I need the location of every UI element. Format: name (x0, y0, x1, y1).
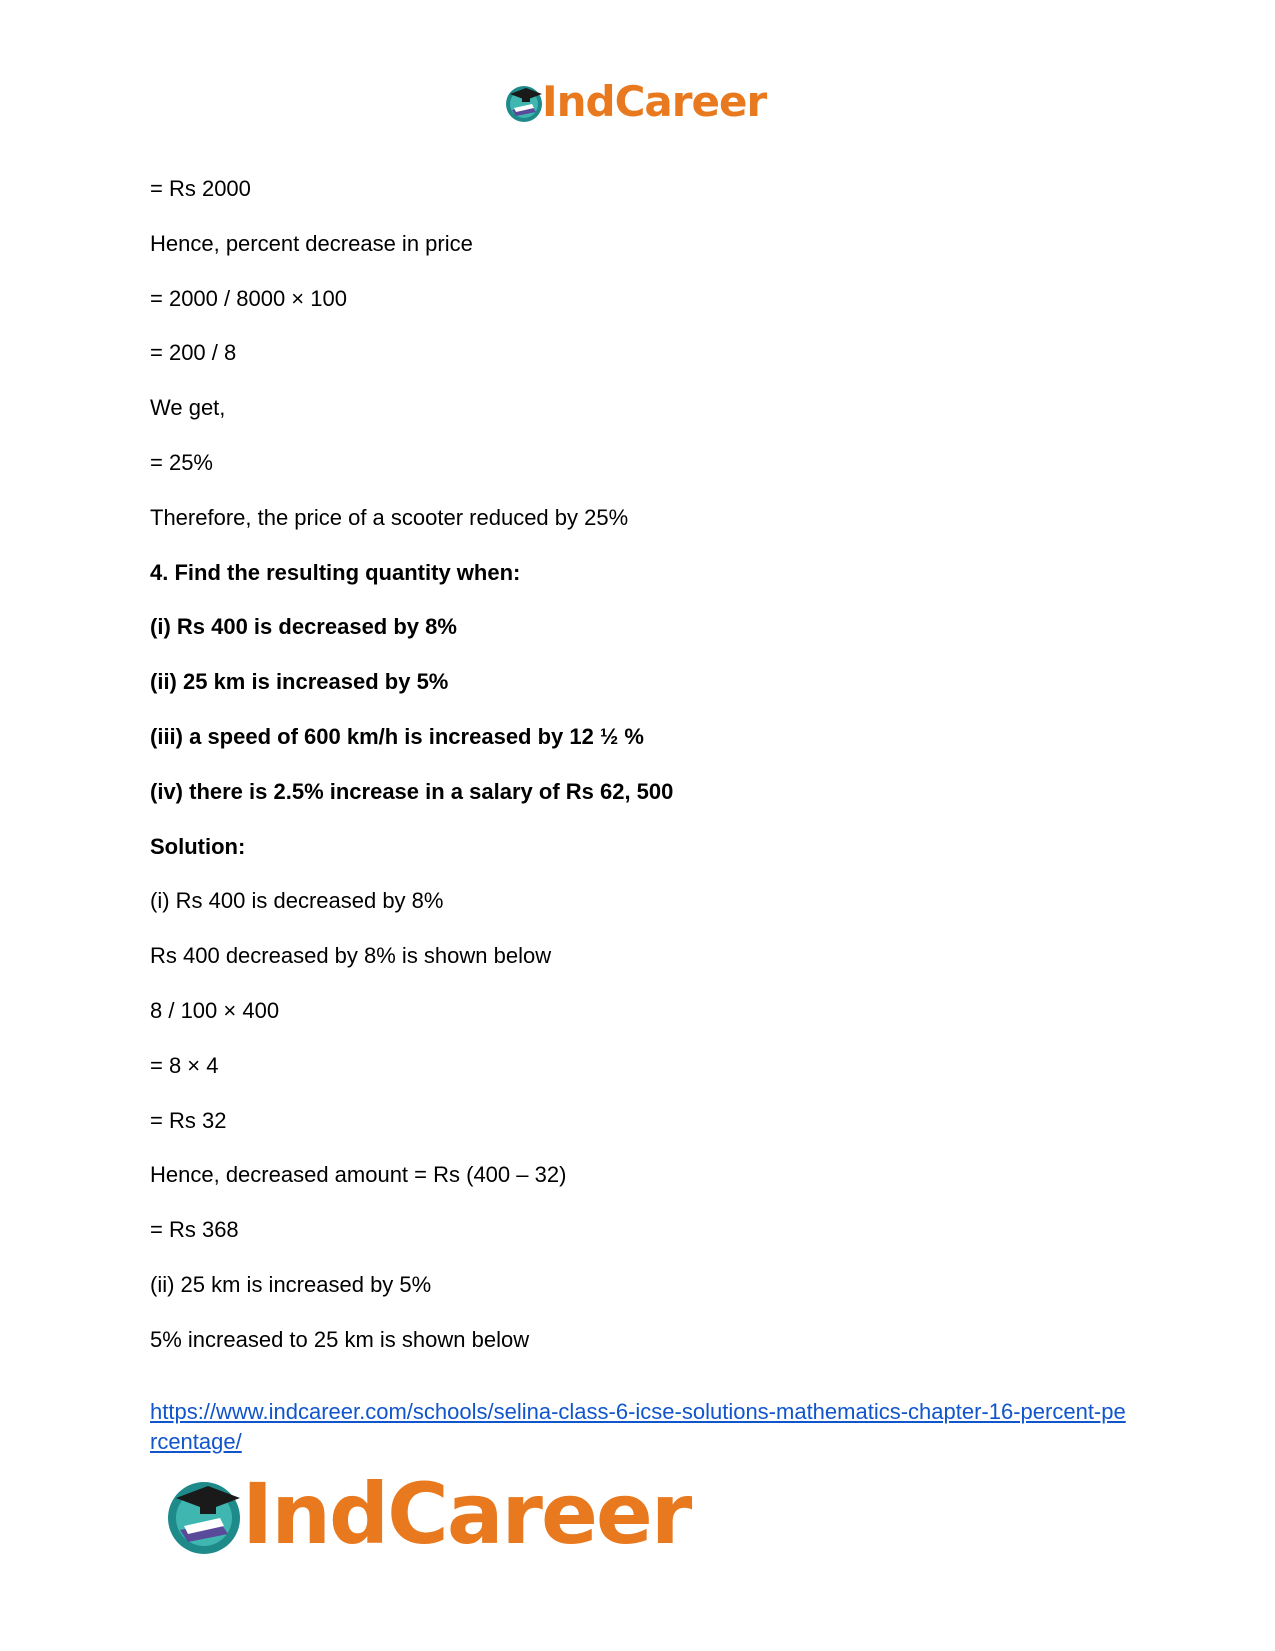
solution-text-line: = 25% (150, 450, 213, 475)
question-text-line: Solution: (150, 833, 246, 859)
solution-text-line: = 2000 / 8000 × 100 (150, 285, 347, 311)
solution-text-line: (i) Rs 400 is decreased by 8% (150, 888, 444, 914)
solution-text-line: (ii) 25 km is increased by 5% (150, 1272, 432, 1297)
solution-text-line: We get, (150, 395, 226, 421)
question-text-line: (iii) a speed of 600 km/h is increased by 12 ½ % (150, 724, 644, 749)
question-text-line: (iv) there is 2.5% increase in a salary of Rs 62, 500 (150, 778, 674, 804)
header-logo (502, 77, 767, 126)
solution-text-line: Rs 400 decreased by 8% is shown below (150, 943, 552, 969)
solution-text-line: = 8 × 4 (150, 1052, 219, 1078)
footer-logo (160, 1465, 691, 1563)
source-link[interactable]: https://www.indcareer.com/schools/selina-class-6-icse-solutions-mathematics-chapter-16-percent-percentage/ (150, 1399, 1126, 1454)
graduation-cap-globe-icon (160, 1470, 248, 1558)
solution-text-line: Therefore, the price of a scooter reduced by 25% (150, 504, 629, 530)
solution-text-line: Hence, percent decrease in price (150, 230, 473, 256)
question-text-line: (ii) 25 km is increased by 5% (150, 669, 449, 695)
solution-text-line: 5% increased to 25 km is shown below (150, 1326, 530, 1352)
solution-text-line: = Rs 368 (150, 1217, 239, 1243)
solution-text-line: = Rs 32 (150, 1107, 227, 1133)
solution-text-line: = Rs 2000 (150, 176, 251, 201)
solution-text-line: 8 / 100 × 400 (150, 998, 280, 1023)
question-text-line: (i) Rs 400 is decreased by 8% (150, 614, 457, 640)
solution-text-line: = 200 / 8 (150, 340, 237, 366)
logo-text: IndCareer (242, 1465, 691, 1563)
solution-text-line: Hence, decreased amount = Rs (400 – 32) (150, 1162, 567, 1188)
graduation-cap-globe-icon (502, 80, 546, 124)
question-text-line: 4. Find the resulting quantity when: (150, 559, 521, 585)
logo-text: IndCareer (542, 77, 767, 126)
